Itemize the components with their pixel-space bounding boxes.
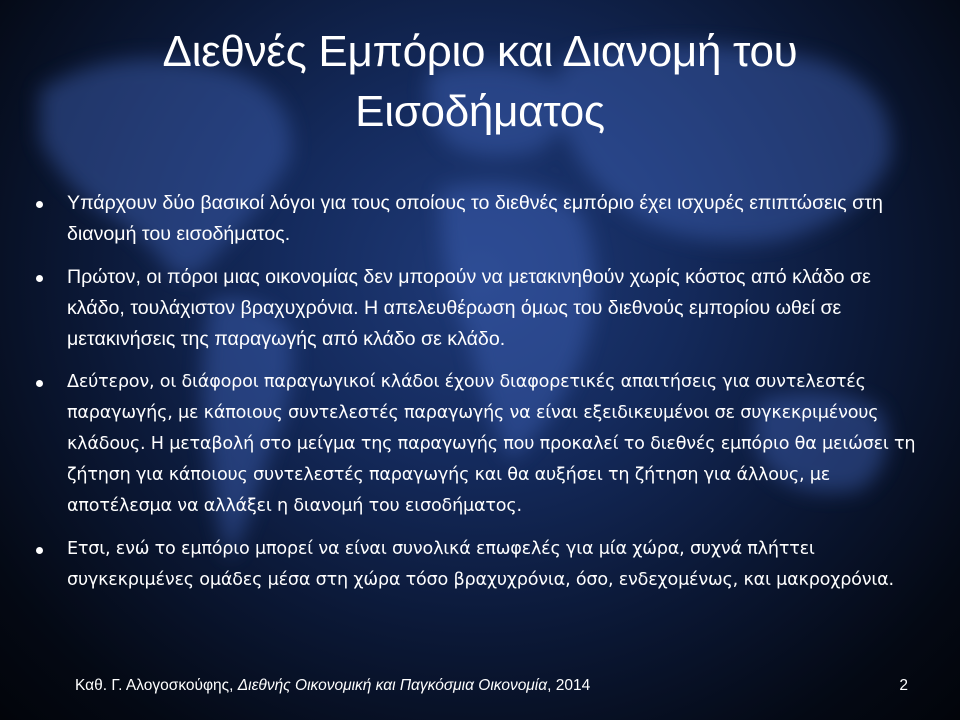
title-line-1: Διεθνές Εμπόριο και Διανομή του <box>162 27 798 76</box>
footer-book-title: Διεθνής Οικονομική και Παγκόσμια Οικονομία <box>237 677 548 694</box>
bullet-dot-icon <box>36 380 43 387</box>
bullet-dot-icon <box>36 201 43 208</box>
footer-year: , 2014 <box>547 677 591 694</box>
bullet-item <box>36 534 916 596</box>
bullet-item <box>36 367 916 522</box>
bullet-list <box>36 188 916 596</box>
page-number: 2 <box>899 677 908 694</box>
footer-citation <box>75 677 590 695</box>
bullet-text: Υπάρχουν δύο βασικοί λόγοι για τους οποίους το διεθνές εμπόριο έχει ισχυρές επιπτώσεις στη διανομή του εισοδήματος. <box>67 192 883 245</box>
bullet-text: Πρώτον, οι πόροι μιας οικονομίας δεν μπορούν να μετακινηθούν χωρίς κόστος από κλάδο σε κλάδο, τουλάχιστον βραχυχρόνια. Η απελευθέρωση όμως του διεθνούς εμπορίου ωθεί σε μετακινήσεις της παραγωγής από κλάδο σε κλάδο. <box>67 266 871 350</box>
bullet-item <box>36 262 916 355</box>
bullet-dot-icon <box>36 547 43 554</box>
title-line-2: Εισοδήματος <box>355 87 605 136</box>
bullet-item <box>36 188 916 250</box>
footer-author: Καθ. Γ. Αλογοσκούφης, <box>75 677 238 694</box>
bullet-text: Δεύτερον, οι διάφοροι παραγωγικοί κλάδοι έχουν διαφορετικές απαιτήσεις για συντελεστές παραγωγής, με κάποιους συντελεστές παραγωγής να είναι εξειδικευμένοι σε συγκεκριμένους κλάδους. Η μεταβολή στο μείγμα της παραγωγής που προκαλεί το διεθνές εμπόριο θα μειώσει τη ζήτηση για κάποιους συντελεστές παραγωγής και θα αυξήσει τη ζήτηση για άλλους, με αποτέλεσμα να αλλάξει η διανομή του εισοδήματος. <box>67 372 916 516</box>
bullet-text: Ετσι, ενώ το εμπόριο μπορεί να είναι συνολικά επωφελές για μία χώρα, συχνά πλήττει συγκεκριμένες ομάδες μέσα στη χώρα τόσο βραχυχρόνια, όσο, ενδεχομένως, και μακροχρόνια. <box>67 539 894 590</box>
bullet-dot-icon <box>36 275 43 282</box>
slide-title <box>60 22 900 142</box>
